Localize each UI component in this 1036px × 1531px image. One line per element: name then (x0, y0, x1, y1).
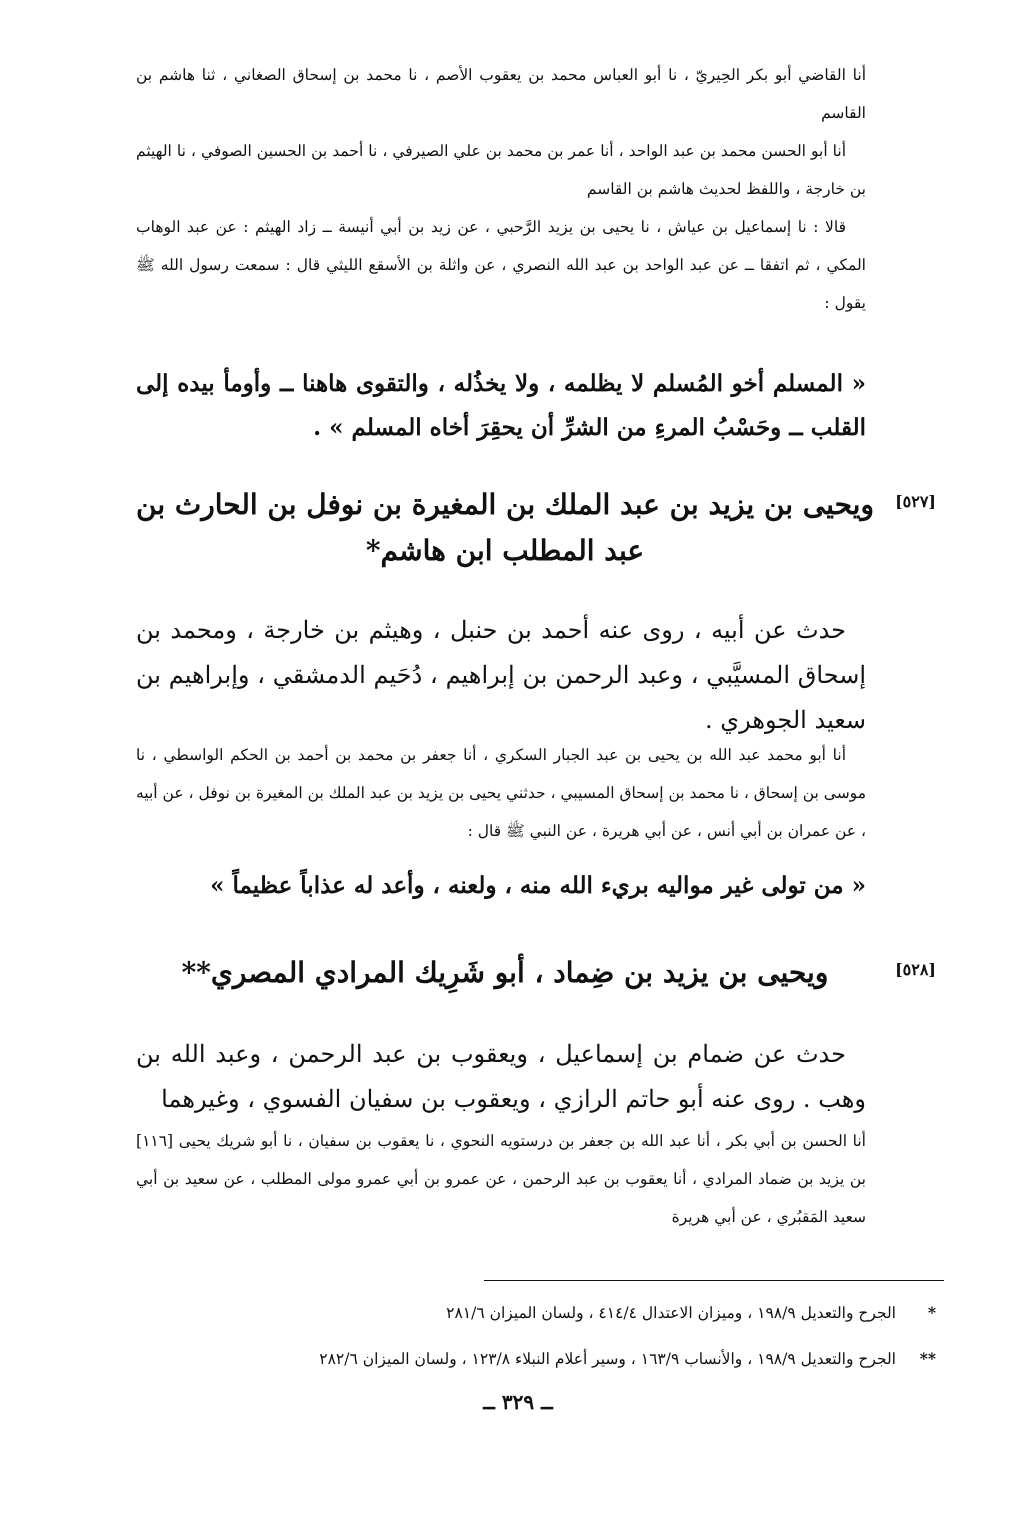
isnad-paragraph-3: قالا : نا إسماعيل بن عياش ، نا يحيى بن يزيد الرَّحبي ، عن زيد بن أبي أنيسة ــ زاد الهيثم : عن عبد الوهاب المكي ، ثم اتفقا ــ عن عبد الواحد بن عبد الله النصري ، عن واثلة بن الأسقع الليثي قال : سمعت رسول الله ﷺ يقول : (136, 218, 866, 312)
footnote-2 (116, 1344, 936, 1374)
page-number: ــ ٣٢٩ ــ (483, 1390, 553, 1414)
isnad-paragraph-1: أنا القاضي أبو بكر الحِيريّ ، نا أبو العباس محمد بن يعقوب الأصم ، نا محمد بن إسحاق الصغاني ، ثنا هاشم بن القاسم (136, 66, 866, 122)
entry-527-isnad: أنا أبو محمد عبد الله بن يحيى بن عبد الجبار السكري ، أنا جعفر بن محمد بن أحمد بن الحكم الواسطي ، نا موسى بن إسحاق ، نا محمد بن إسحاق المسيبي ، حدثني يحيى بن يزيد بن عبد الملك بن المغيرة بن نوفل ، عن أبيه ، عن عمران بن أبي أنس ، عن أبي هريرة ، عن النبي ﷺ قال : (136, 746, 866, 840)
footnote-1-text: الجرح والتعديل ١٩٨/٩ ، وميزان الاعتدال ٤١٤/٤ ، ولسان الميزان ٢٨١/٦ (446, 1304, 896, 1322)
footnote-2-text: الجرح والتعديل ١٩٨/٩ ، والأنساب ١٦٣/٩ ، وسير أعلام النبلاء ١٢٣/٨ ، ولسان الميزان ٢٨٢/٦ (319, 1350, 896, 1368)
entry-527-hadith: « من تولى غير مواليه بريء الله منه ، ولعنه ، وأعد له عذاباً عظيماً » (210, 872, 866, 899)
footnote-1 (116, 1298, 936, 1328)
entry-528-bio: حدث عن ضمام بن إسماعيل ، ويعقوب بن عبد الرحمن ، وعبد الله بن وهب . روى عنه أبو حاتم الرازي ، ويعقوب بن سفيان الفسوي ، وغيرهما (136, 1040, 866, 1113)
entry-528-number: [٥٢٨] (895, 960, 936, 979)
isnad-paragraph-2: أنا أبو الحسن محمد بن عبد الواحد ، أنا عمر بن محمد بن علي الصيرفي ، نا أحمد بن الحسين الصوفي ، نا الهيثم بن خارجة ، واللفظ لحديث هاشم بن القاسم (136, 142, 866, 198)
entry-527-number: [٥٢٧] (895, 492, 936, 511)
entry-528-isnad: أنا الحسن بن أبي بكر ، أنا عبد الله بن جعفر بن درستويه النحوي ، نا يعقوب بن سفيان ، نا أبو شريك يحيى [١١٦] بن يزيد بن ضماد المرادي ، أنا يعقوب بن عبد الرحمن ، عن عمرو بن أبي عمرو مولى المطلب ، عن سعيد بن أبي سعيد المَقبُري ، عن أبي هريرة (136, 1132, 866, 1226)
footnote-1-mark: * (927, 1303, 936, 1322)
entry-527-heading (136, 482, 936, 574)
footnote-2-mark: ** (919, 1349, 936, 1368)
entry-527-title: ويحيى بن يزيد بن عبد الملك بن المغيرة بن نوفل بن الحارث بن عبد المطلب ابن هاشم* (136, 488, 874, 567)
footnote-separator (484, 1280, 944, 1281)
entry-527-bio: حدث عن أبيه ، روى عنه أحمد بن حنبل ، وهيثم بن خارجة ، ومحمد بن إسحاق المسيَّبي ، وعبد الرحمن بن إبراهيم ، دُحَيم الدمشقي ، وإبراهيم بن سعيد الجوهري . (136, 616, 866, 734)
entry-528-heading (136, 950, 936, 996)
hadith-text-1: « المسلم أخو المُسلم لا يظلمه ، ولا يخذُله ، والتقوى هاهنا ــ وأومأ بيده إلى القلب ــ وحَسْبُ المرءِ من الشرِّ أن يحقِرَ أخاه المسلم » . (136, 370, 866, 441)
entry-528-title: ويحيى بن يزيد بن ضِماد ، أبو شَرِيك المرادي المصري** (181, 956, 829, 989)
